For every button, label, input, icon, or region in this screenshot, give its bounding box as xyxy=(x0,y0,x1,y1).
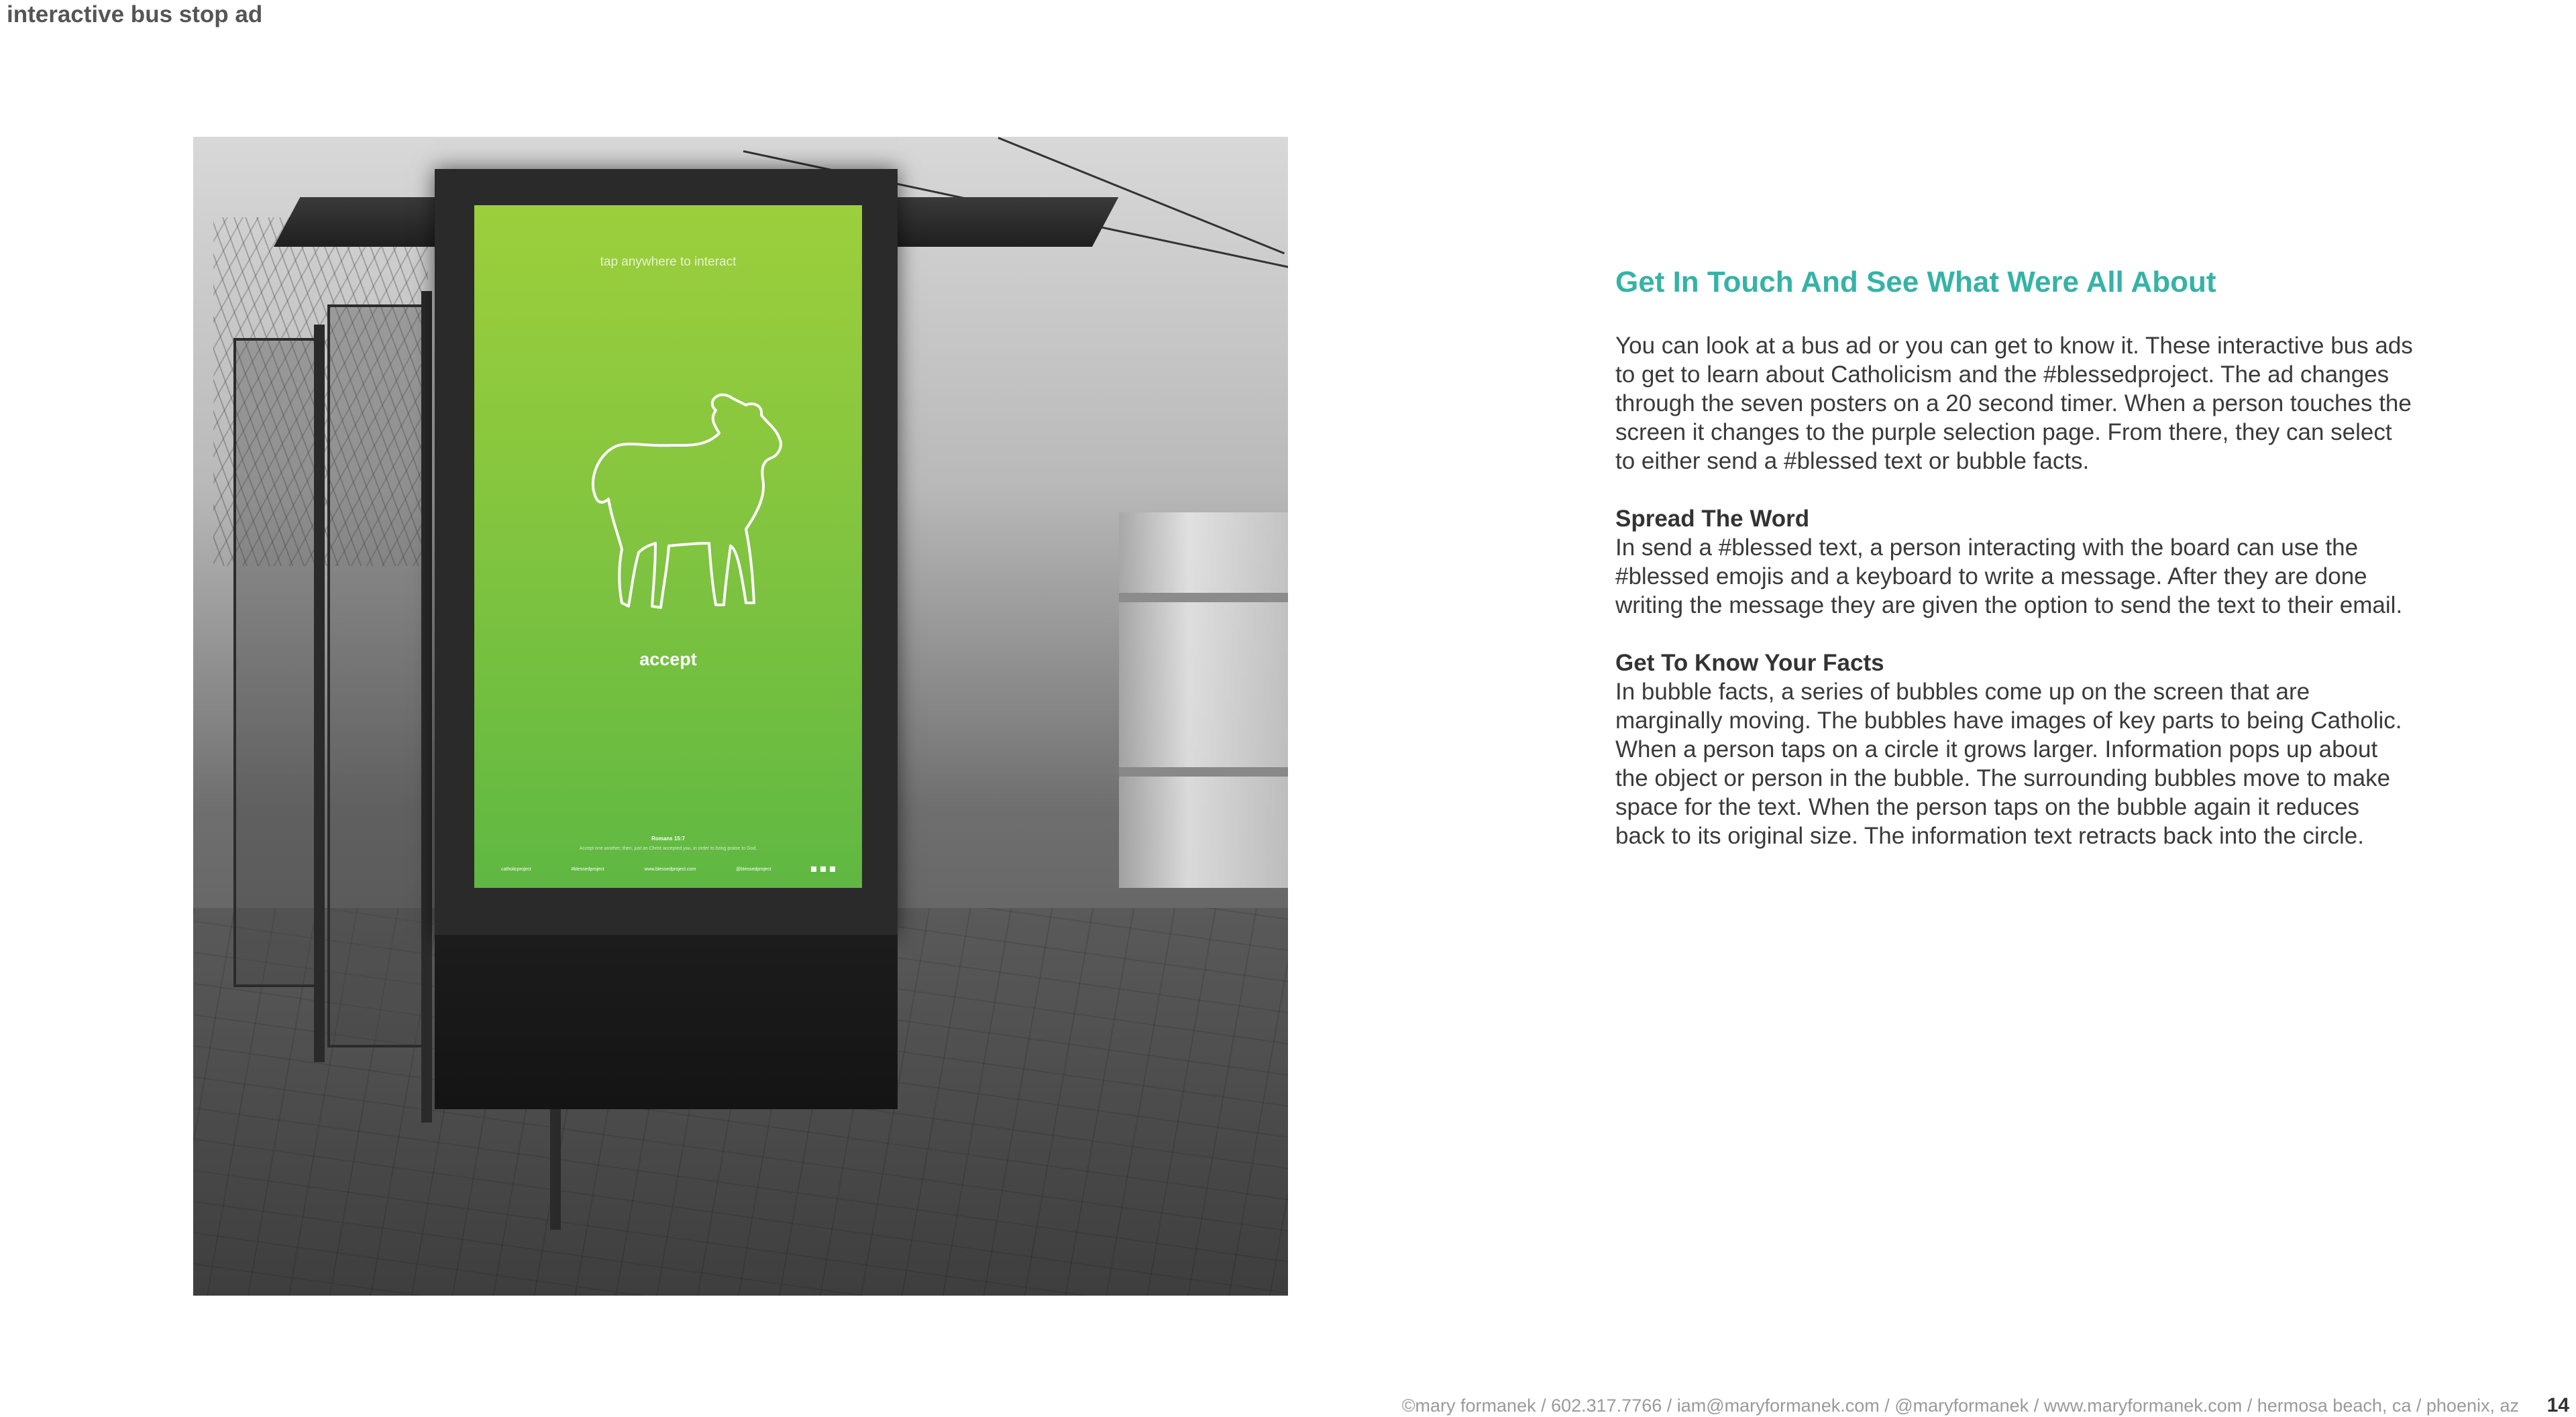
poster-verse-text: Accept one another, then, just as Christ accepted you, in order to bring praise to God. xyxy=(579,846,757,851)
poster-footer-item: catholicproject xyxy=(501,866,531,872)
shelter-post xyxy=(314,325,325,1062)
poster-footer-item: #blessedproject xyxy=(571,866,604,872)
contact-footer: ©mary formanek / 602.317.7766 / iam@maryformanek.com / @maryformanek / www.maryformanek.com / hermosa beach, ca / phoenix, az xyxy=(1401,1396,2519,1416)
poster-hint: tap anywhere to interact xyxy=(600,255,737,269)
facebook-icon xyxy=(820,866,826,872)
subsection-body: In bubble facts, a series of bubbles come up on the screen that are marginally moving. The bubbles have images of key parts to being Catholic. When a person taps on a circle it grows larger. Information pops up about the object or person in the bubble. The surrounding bubbles move to make space for the text. When the person taps on the bubble again it reduces back to its original size. The information text retracts back into the circle. xyxy=(1615,679,2402,849)
description-column xyxy=(1615,266,2414,850)
social-icons xyxy=(811,866,835,872)
page-header-title: interactive bus stop ad xyxy=(7,1,263,27)
subsection-title: Spread The Word xyxy=(1615,506,1810,532)
twitter-icon xyxy=(830,866,835,872)
section-heading: Get In Touch And See What Were All About xyxy=(1615,266,2216,298)
section-get-to-know-your-facts xyxy=(1615,648,2414,850)
shelter-post xyxy=(421,291,432,1123)
ad-board-base xyxy=(435,935,898,1109)
shelter-glass-panel xyxy=(233,338,319,987)
subsection-title: Get To Know Your Facts xyxy=(1615,650,1884,676)
instagram-icon xyxy=(811,866,816,872)
section-spread-the-word xyxy=(1615,504,2414,620)
poster-verse-ref: Romans 15:7 xyxy=(651,836,685,842)
shelter-glass-panel xyxy=(327,304,427,1047)
poster-screen[interactable] xyxy=(474,205,862,888)
passing-train xyxy=(1119,512,1288,888)
page-number: 14 xyxy=(2546,1394,2569,1416)
lamb-outline-icon xyxy=(582,385,783,620)
poster-footer xyxy=(501,866,835,872)
intro-paragraph: You can look at a bus ad or you can get to know it. These interactive bus ads to get to learn about Catholicism and the #blessedproject. The ad changes through the seven posters on a 20 second timer. When a person touches the screen it changes to the purple selection page. From there, they can select to either send a #blessed text or bubble facts. xyxy=(1615,333,2413,474)
subsection-body: In send a #blessed text, a person interacting with the board can use the #blessed emojis and a keyboard to write a message. After they are done writing the message they are given the option to send the text to their email. xyxy=(1615,534,2403,618)
poster-word: accept xyxy=(639,649,697,669)
poster-footer-item: www.blessedproject.com xyxy=(644,866,696,872)
poster-footer-item: @blessedproject xyxy=(736,866,771,872)
